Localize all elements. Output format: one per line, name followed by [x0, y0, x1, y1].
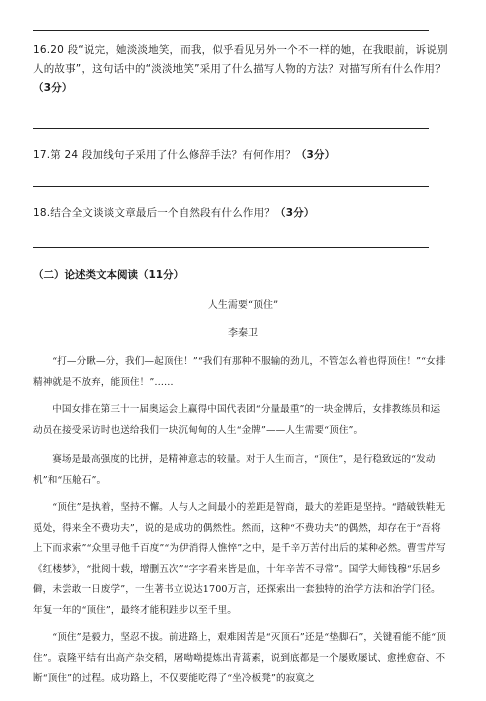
question-17: [33, 146, 448, 165]
question-16: [33, 41, 448, 98]
question-16-text: 16.20 段“说完，她淡淡地笑，而我，似乎看见另外一个不一样的她，在我眼前，诉说别人的故事”，这句话中的“淡淡地笑”采用了什么描写人物的方法？对描写所有什么作用？: [33, 44, 448, 75]
answer-line-16: [33, 128, 429, 129]
question-17-text: 17.第 24 段加线句子采用了什么修辞手法？有何作用？: [33, 149, 296, 161]
article-title: 人生需要“顶住”: [207, 300, 279, 311]
top-answer-line: [33, 30, 429, 31]
article-paragraph: “顶住”是毅力，坚忍不拔。前进路上，艰难困苦是“灭顶石”还是“垫脚石”，关键看能不能“顶住”。袁隆平结有出高产杂交稻，屠呦呦提炼出青蒿素，说到底都是一个屡败屡试、愈挫愈奋、不断“顶住”的过程。成功路上，不仅要能吃得了“坐冷板凳”的寂寞之: [33, 632, 446, 684]
question-18-points: （3分）: [275, 207, 315, 219]
article-paragraph: 中国女排在第三十一届奥运会上赢得中国代表团“分量最重”的一块金牌后，女排教练员和运动员在接受采访时也送给我们一块沉甸甸的人生“金牌”——人生需要“顶住”。: [33, 404, 441, 436]
question-17-points: （3分）: [295, 149, 336, 161]
question-16-points: （3分）: [33, 82, 73, 94]
section-heading: （二）论述类文本阅读（11分）: [33, 269, 185, 281]
article-paragraph: “顶住”是执着，坚持不懈。人与人之间最小的差距是智商，最大的差距是坚持。“踏破铁鞋无觅处，得来全不费功夫”，说的是成功的偶然性。然而，这种“不费功夫”的偶然，却存在于“吾将上下而求索”“众里寻他千百度”“为伊消得人憔悴”之中，是千辛万苦付出后的某种必然。曹雪芹写《红楼梦》，“批阅十载，增删五次”“字字看来皆是血，十年辛苦不寻常”。国学大师钱穆“乐居乡僻，未尝敢一日废学”，一生著书立说达1700万言，还探索出一套独特的治学方法和治学门径。年复一年的“顶住”，最终才能积跬步以至千里。: [33, 502, 446, 616]
question-18: [33, 204, 448, 223]
answer-line-17: [33, 186, 429, 187]
article-paragraph: 赛场是最高强度的比拼，是精神意志的较量。对于人生而言，“顶住”，是行稳致远的“发动机”和“压舱石”。: [33, 454, 436, 486]
question-18-text: 18.结合全文谈谈文章最后一个自然段有什么作用？: [33, 207, 275, 219]
answer-line-18: [33, 247, 429, 248]
article-author: 李秦卫: [228, 328, 258, 339]
article-paragraph: “打—分瞅—分，我们—起顶住！”“我们有那种不服输的劲儿，不管怎么着也得顶住！”“女排精神就是不放弃，能顶住！”……: [33, 356, 446, 388]
